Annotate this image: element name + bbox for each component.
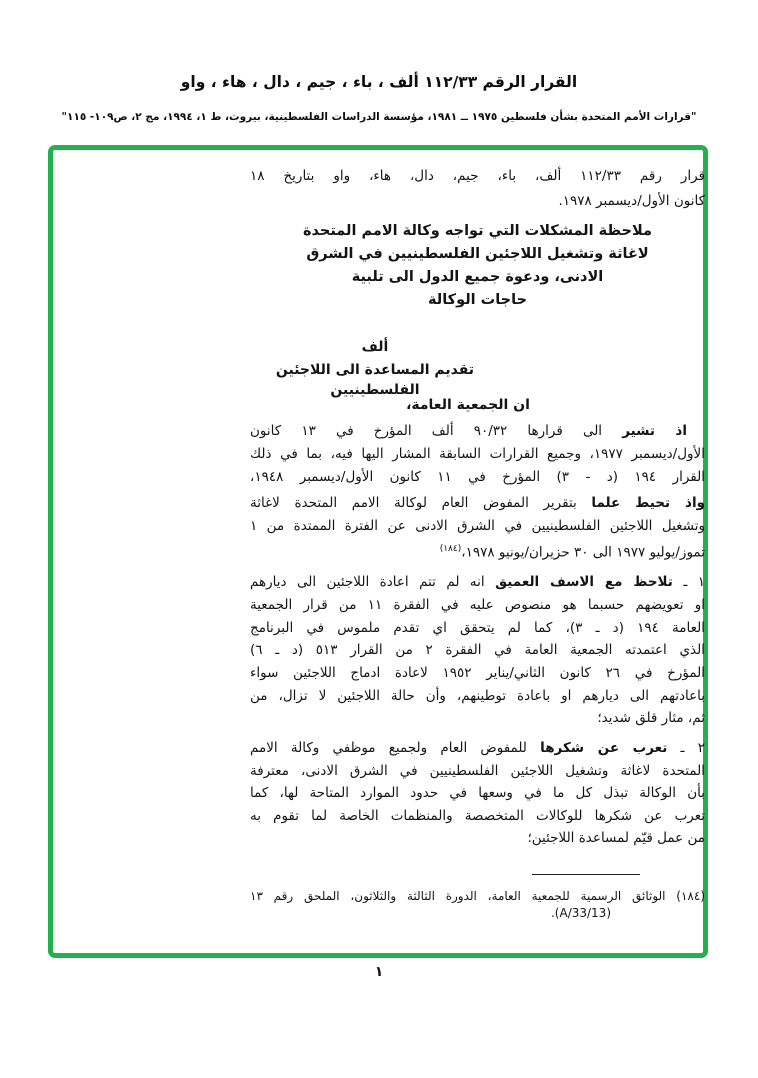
paragraph-number: ١ ـ: [672, 574, 705, 590]
preamble-text: الى قرارها ٩٠/٣٢ ألف المؤرخ في ١٣ كانون: [250, 423, 623, 439]
paragraph-text: للمفوض العام ولجميع موظفي وكالة الامم: [250, 740, 541, 756]
doc-title-line: ملاحظة المشكلات التي تواجه وكالة الامم المتحدة: [303, 223, 652, 239]
opening-line: ان الجمعية العامة،: [406, 397, 530, 413]
preamble-line: الأول/ديسمبر ١٩٧٧، وجميع القرارات السابقة المشار اليها فيه، بما في ذلك: [250, 446, 705, 462]
page-number: ١: [374, 964, 384, 980]
paragraph-line: او تعويضهم حسبما هو منصوص عليه في الفقرة ١١ من قرار الجمعية: [250, 597, 705, 613]
intro-line: كانون الأول/ديسمبر ١٩٧٨.: [558, 193, 705, 209]
paragraph-line: من عمل قيّم لمساعدة اللاجئين؛: [527, 830, 705, 846]
header-source-citation: "قرارات الأمم المتحدة بشأن فلسطين ١٩٧٥ ــ ١٩٨١، مؤسسة الدراسات الفلسطينية، بيروت، ط ١، ١٩٩٤، مج ٢، ص١٠٩- ١١٥": [61, 111, 697, 123]
section-title: تقديم المساعدة الى اللاجئين الفلسطينيين: [275, 362, 475, 398]
paragraph-line: [250, 572, 705, 592]
doc-title-line: حاجات الوكالة: [427, 292, 528, 308]
preamble-line: القرار ١٩٤ (د - ٣) المؤرخ في ١١ كانون الأول/ديسمبر ١٩٤٨،: [250, 469, 705, 485]
paragraph-line: المتحدة لاغاثة وتشغيل اللاجئين الفلسطينيين في الشرق الادنى، معترفة: [250, 763, 705, 779]
preamble-line: [250, 421, 705, 441]
preamble-lead: اذ تشير: [622, 423, 687, 439]
preamble-line: [250, 539, 705, 563]
paragraph-line: بأن الوكالة تبذل كل ما في وسعها في حدود الموارد المتاحة لها، كما: [250, 785, 705, 801]
header-resolution-title: القرار الرقم ١١٢/٣٣ ألف ، باء ، جيم ، دال ، هاء ، واو: [180, 73, 578, 91]
preamble-lead: واذ تحيط علما: [591, 495, 706, 511]
preamble-text: تموز/يوليو ١٩٧٧ الى ٣٠ حزيران/يونيو ١٩٧٨،: [461, 544, 705, 561]
paragraph-line: [250, 738, 705, 758]
paragraph-line: المؤرخ في ٢٦ كانون الثاني/يناير ١٩٥٢ لاعادة ادماج اللاجئين سواء: [250, 665, 705, 681]
paragraph-line: تعرب عن شكرها للوكالات المتخصصة والمنظمات الخاصة لما تقوم به: [250, 808, 705, 824]
paragraph-line: العامة ١٩٤ (د ـ ٣)، كما لم يتحقق اي تقدم ملموس في البرنامج: [250, 620, 706, 636]
paragraph-lead: تلاحظ مع الاسف العميق: [495, 574, 673, 590]
paragraph-line: الذي اعتمدته الجمعية العامة في الفقرة ٢ من القرار ٥١٣ (د ـ ٦): [250, 642, 705, 658]
section-letter: ألف: [361, 339, 389, 355]
preamble-line: [250, 493, 705, 513]
footnote-text: (١٨٤) الوثائق الرسمية للجمعية العامة، الدورة الثالثة والثلاثون، الملحق رقم ١٣: [250, 889, 705, 903]
paragraph-number: ٢ ـ: [667, 740, 705, 756]
footnote-rule: [532, 874, 640, 875]
footnote-doc-ref: (A/33/13).: [550, 906, 612, 920]
paragraph-lead: تعرب عن شكرها: [540, 740, 668, 756]
doc-title-line: الادنى، ودعوة جميع الدول الى تلبية: [351, 269, 604, 285]
paragraph-line: ثم، مثار قلق شديد؛: [597, 710, 705, 726]
preamble-line: وتشغيل اللاجئين الفلسطينيين في الشرق الادنى عن الفترة الممتدة من ١: [250, 518, 705, 534]
footnote-marker: (١٨٤): [439, 544, 462, 554]
preamble-text: بتقرير المفوض العام لوكالة الامم المتحدة لاغاثة: [250, 495, 592, 511]
paragraph-line: باعادتهم الى ديارهم او باعادة توطينهم، وأن حالة اللاجئين لا تزال، من: [250, 688, 705, 704]
intro-line: قرار رقم ١١٢/٣٣ ألف، باء، جيم، دال، هاء، واو بتاريخ ١٨: [250, 168, 705, 184]
paragraph-text: انه لم تتم اعادة اللاجئين الى ديارهم: [250, 574, 496, 590]
doc-title-line: لاغاثة وتشغيل اللاجئين الفلسطينيين في الشرق: [306, 246, 649, 262]
